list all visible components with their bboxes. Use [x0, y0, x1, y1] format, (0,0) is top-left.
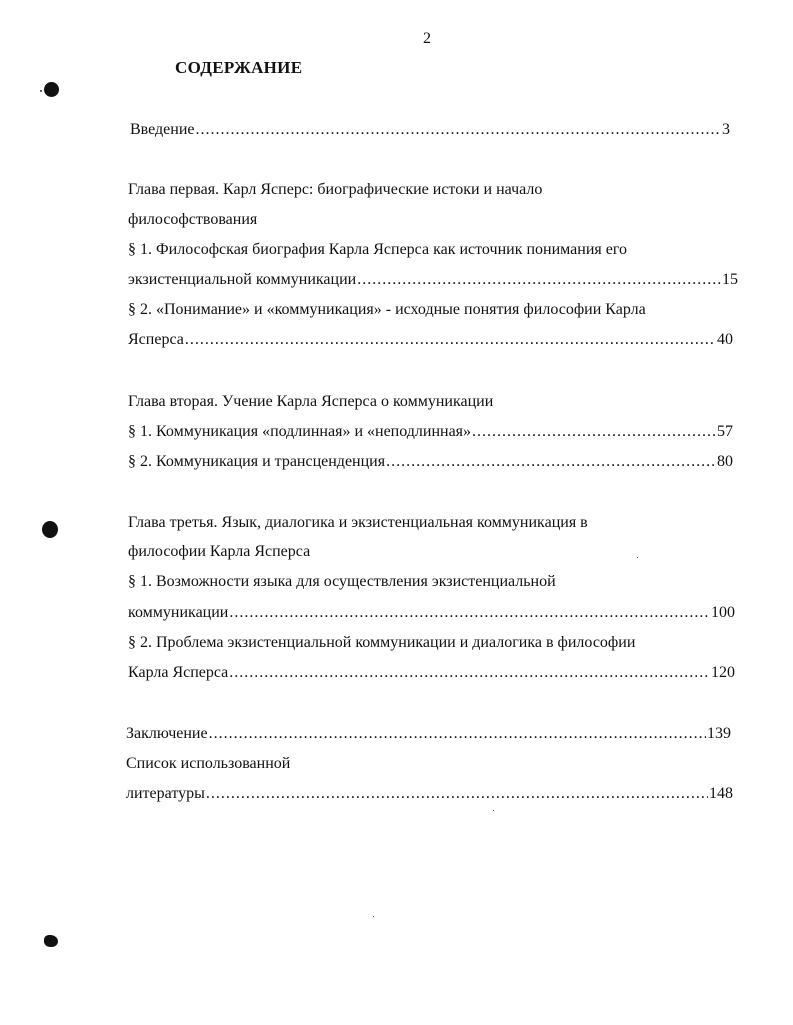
punch-mark-top — [44, 82, 59, 97]
toc-entry-label: литературы — [126, 785, 205, 802]
toc-entry-page: 120 — [711, 664, 735, 681]
section-1-2-line1: § 2. «Понимание» и «коммуникация» - исходные понятия философии Карла — [128, 301, 646, 318]
toc-entry-page: 57 — [717, 423, 733, 440]
punch-mark-bottom — [44, 935, 58, 947]
leader-dots — [185, 330, 716, 350]
toc-entry-conclusion[interactable] — [126, 724, 731, 744]
toc-entry-label: Введение — [130, 121, 195, 138]
toc-entry-page: 3 — [722, 121, 730, 138]
leader-dots — [196, 120, 722, 140]
toc-entry-section-1-1[interactable] — [128, 270, 738, 290]
leader-dots — [206, 784, 708, 804]
scan-speck — [493, 810, 494, 811]
toc-entry-label: экзистенциальной коммуникации — [128, 271, 357, 288]
toc-entry-page: 80 — [717, 453, 733, 470]
scan-speck — [373, 916, 374, 917]
toc-entry-page: 40 — [717, 331, 733, 348]
toc-entry-section-3-2[interactable] — [128, 663, 735, 683]
chapter-3-heading: Глава третья. Язык, диалогика и экзистенциальная коммуникация в — [128, 514, 588, 531]
toc-entry-label: § 1. Коммуникация «подлинная» и «неподлинная» — [128, 423, 472, 440]
section-1-1-line1: § 1. Философская биография Карла Ясперса как источник понимания его — [128, 241, 628, 258]
toc-entry-section-2-1[interactable] — [128, 422, 733, 442]
chapter-1-heading: Глава первая. Карл Ясперс: биографические истоки и начало — [128, 181, 543, 198]
toc-entry-section-3-1[interactable] — [128, 603, 735, 623]
leader-dots — [357, 270, 721, 290]
punch-mark-middle — [42, 521, 58, 538]
chapter-1-heading-cont: философствования — [128, 211, 258, 228]
scan-speck — [637, 557, 638, 558]
toc-entry-label: Карла Ясперса — [128, 664, 229, 681]
toc-entry-page: 148 — [709, 785, 733, 802]
leader-dots — [229, 663, 710, 683]
leader-dots — [472, 422, 716, 442]
scan-speck — [40, 90, 42, 92]
page-number: 2 — [423, 30, 431, 47]
toc-entry-label: § 2. Коммуникация и трансценденция — [128, 453, 386, 470]
toc-entry-label: коммуникации — [128, 604, 229, 621]
toc-title: СОДЕРЖАНИЕ — [175, 58, 303, 77]
toc-entry-label: Ясперса — [128, 331, 184, 348]
leader-dots — [229, 603, 710, 623]
toc-entry-label: Заключение — [126, 725, 208, 742]
chapter-3-heading-cont: философии Карла Ясперса — [128, 543, 311, 560]
section-3-1-line1: § 1. Возможности языка для осуществления экзистенциальной — [128, 573, 556, 590]
chapter-2-heading: Глава вторая. Учение Карла Ясперса о коммуникации — [128, 393, 494, 410]
leader-dots — [386, 452, 716, 472]
leader-dots — [209, 724, 706, 744]
toc-entry-section-1-2[interactable] — [128, 330, 733, 350]
section-3-2-line1: § 2. Проблема экзистенциальной коммуникации и диалогика в философии — [128, 634, 636, 651]
bibliography-line1: Список использованной — [126, 755, 291, 772]
toc-entry-intro[interactable] — [130, 120, 730, 140]
toc-entry-bibliography[interactable] — [126, 784, 733, 804]
toc-entry-section-2-2[interactable] — [128, 452, 733, 472]
toc-entry-page: 15 — [722, 271, 738, 288]
toc-entry-page: 139 — [707, 725, 731, 742]
toc-entry-page: 100 — [711, 604, 735, 621]
